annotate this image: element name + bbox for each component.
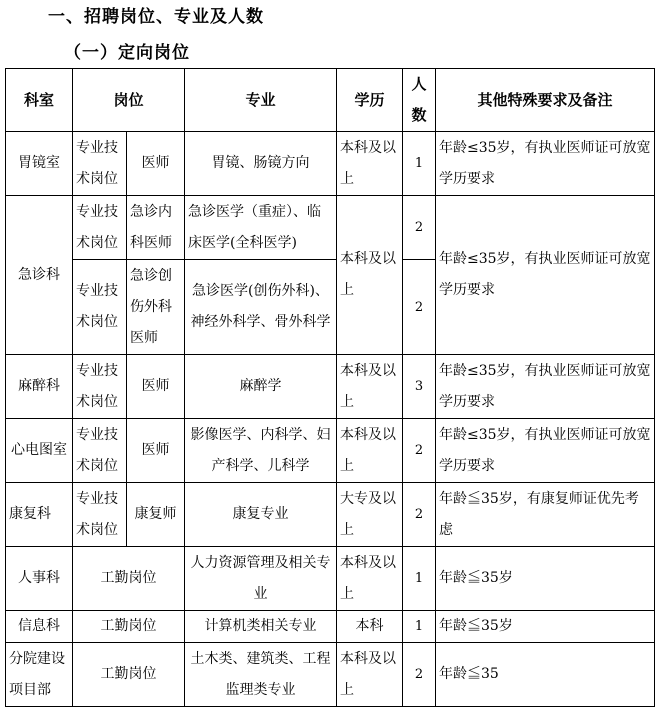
cell-dept: 胃镜室 <box>6 132 73 196</box>
cell-dept: 急诊科 <box>6 196 73 355</box>
cell-post: 工勤岗位 <box>73 643 185 707</box>
cell-note: 年龄≦35 <box>436 643 655 707</box>
cell-edu: 本科及以上 <box>337 132 403 196</box>
cell-edu: 本科及以上 <box>337 419 403 483</box>
table-row <box>6 419 655 483</box>
cell-num: 2 <box>403 260 436 355</box>
cell-num: 2 <box>403 483 436 547</box>
section-heading: 一、招聘岗位、专业及人数 <box>48 7 264 27</box>
cell-edu: 大专及以上 <box>337 483 403 547</box>
cell-note: 年龄≦35岁，有康复师证优先考虑 <box>436 483 655 547</box>
cell-dept: 信息科 <box>6 611 73 643</box>
cell-edu: 本科及以上 <box>337 643 403 707</box>
cell-dept: 心电图室 <box>6 419 73 483</box>
table-row <box>6 196 655 260</box>
cell-major: 胃镜、肠镜方向 <box>185 132 337 196</box>
cell-type: 专业技术岗位 <box>73 260 127 355</box>
header-edu: 学历 <box>337 69 403 132</box>
header-dept: 科室 <box>6 69 73 132</box>
table-row <box>6 547 655 611</box>
table-header-row <box>6 69 655 132</box>
cell-num: 1 <box>403 547 436 611</box>
header-post: 岗位 <box>73 69 185 132</box>
cell-note: 年龄≦35岁 <box>436 611 655 643</box>
cell-major: 影像医学、内科学、妇产科学、儿科学 <box>185 419 337 483</box>
cell-num: 2 <box>403 196 436 260</box>
cell-post: 医师 <box>127 419 185 483</box>
cell-num: 2 <box>403 419 436 483</box>
cell-dept: 人事科 <box>6 547 73 611</box>
cell-post: 工勤岗位 <box>73 611 185 643</box>
cell-post: 急诊创伤外科医师 <box>127 260 185 355</box>
cell-type: 专业技术岗位 <box>73 196 127 260</box>
cell-post: 医师 <box>127 355 185 419</box>
table-row <box>6 355 655 419</box>
cell-dept: 康复科 <box>6 483 73 547</box>
cell-major: 康复专业 <box>185 483 337 547</box>
cell-major: 土木类、建筑类、工程监理类专业 <box>185 643 337 707</box>
header-major: 专业 <box>185 69 337 132</box>
recruitment-table <box>5 68 655 707</box>
cell-major: 急诊医学（重症）、临床医学(全科医学) <box>185 196 337 260</box>
cell-num: 1 <box>403 132 436 196</box>
cell-major: 急诊医学(创伤外科)、神经外科学、骨外科学 <box>185 260 337 355</box>
header-num: 人数 <box>403 69 436 132</box>
cell-type: 专业技术岗位 <box>73 419 127 483</box>
table-row <box>6 611 655 643</box>
table-row <box>6 483 655 547</box>
cell-type: 专业技术岗位 <box>73 355 127 419</box>
cell-major: 麻醉学 <box>185 355 337 419</box>
cell-note: 年龄≤35岁，有执业医师证可放宽学历要求 <box>436 132 655 196</box>
cell-note: 年龄≤35岁，有执业医师证可放宽学历要求 <box>436 419 655 483</box>
cell-edu: 本科及以上 <box>337 547 403 611</box>
cell-note: 年龄≤35岁，有执业医师证可放宽学历要求 <box>436 196 655 355</box>
cell-note: 年龄≤35岁，有执业医师证可放宽学历要求 <box>436 355 655 419</box>
cell-post: 急诊内科医师 <box>127 196 185 260</box>
cell-dept: 分院建设项目部 <box>6 643 73 707</box>
cell-major: 人力资源管理及相关专业 <box>185 547 337 611</box>
cell-post: 医师 <box>127 132 185 196</box>
cell-edu: 本科及以上 <box>337 355 403 419</box>
cell-post: 康复师 <box>127 483 185 547</box>
cell-num: 2 <box>403 643 436 707</box>
header-note: 其他特殊要求及备注 <box>436 69 655 132</box>
table-row <box>6 132 655 196</box>
cell-num: 1 <box>403 611 436 643</box>
cell-edu: 本科及以上 <box>337 196 403 355</box>
cell-type: 专业技术岗位 <box>73 132 127 196</box>
cell-edu: 本科 <box>337 611 403 643</box>
cell-dept: 麻醉科 <box>6 355 73 419</box>
cell-type: 专业技术岗位 <box>73 483 127 547</box>
subsection-heading: （一）定向岗位 <box>64 43 190 63</box>
cell-num: 3 <box>403 355 436 419</box>
cell-major: 计算机类相关专业 <box>185 611 337 643</box>
cell-note: 年龄≦35岁 <box>436 547 655 611</box>
cell-post: 工勤岗位 <box>73 547 185 611</box>
table-row <box>6 643 655 707</box>
